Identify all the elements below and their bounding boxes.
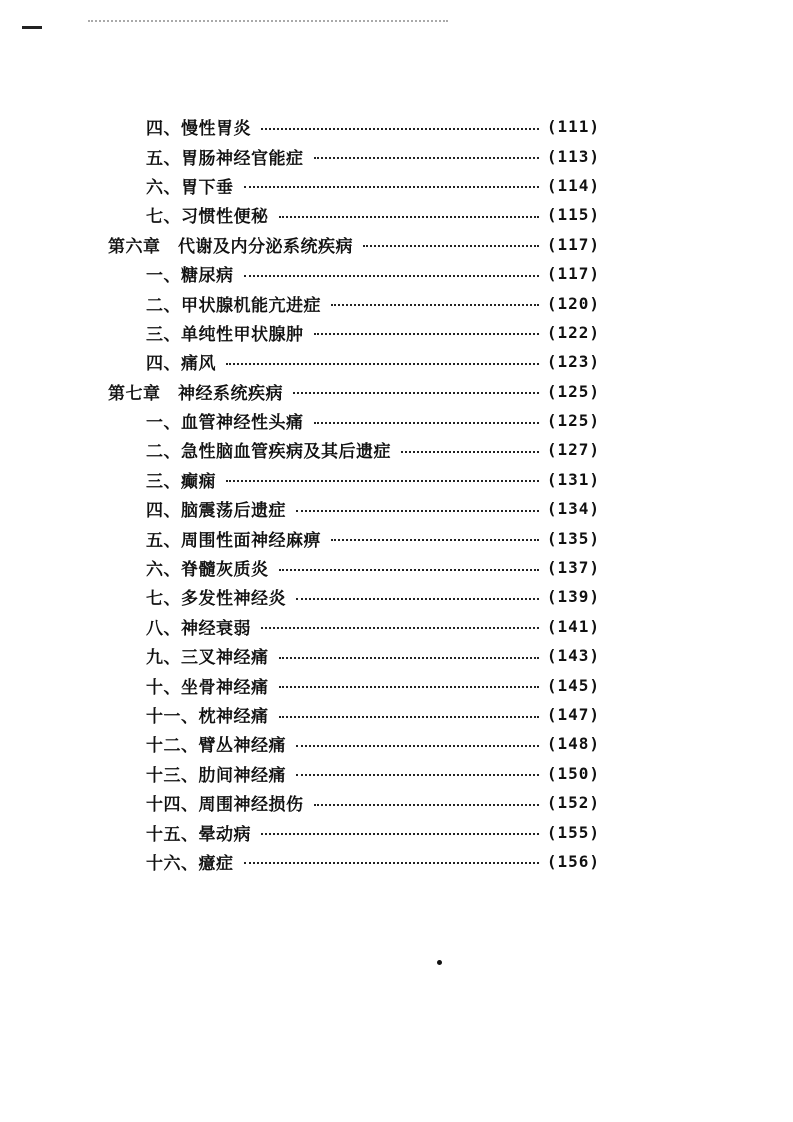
dot-leader xyxy=(279,216,539,218)
dot-leader xyxy=(279,569,539,571)
toc-entry-title: 六、脊髓灰质炎 xyxy=(146,560,269,581)
toc-entry[interactable] xyxy=(108,788,600,817)
toc-entry-page: (147) xyxy=(546,705,600,724)
dot-leader xyxy=(296,510,539,512)
toc-entry-page: (134) xyxy=(546,499,600,519)
toc-entry[interactable] xyxy=(108,141,600,170)
dot-leader xyxy=(314,422,539,424)
toc-entry-title: 十、坐骨神经痛 xyxy=(146,677,269,698)
table-of-contents xyxy=(108,112,600,876)
toc-chapter-entry[interactable] xyxy=(108,377,600,406)
toc-entry-title: 二、甲状腺机能亢进症 xyxy=(146,295,321,316)
toc-entry-page: (125) xyxy=(546,381,600,401)
toc-entry[interactable] xyxy=(108,347,600,376)
dot-leader xyxy=(314,804,539,806)
toc-entry[interactable] xyxy=(108,612,600,641)
toc-entry-title: 十三、肋间神经痛 xyxy=(146,765,286,786)
toc-entry-page: (113) xyxy=(546,146,600,166)
dot-leader xyxy=(244,275,539,277)
toc-entry-title: 十四、周围神经损伤 xyxy=(146,795,304,816)
toc-entry-title: 八、神经衰弱 xyxy=(146,618,251,639)
toc-chapter-entry[interactable] xyxy=(108,230,600,259)
dot-leader xyxy=(261,627,539,629)
toc-entry-title: 五、胃肠神经官能症 xyxy=(146,148,304,169)
dot-leader xyxy=(261,128,539,130)
toc-entry-page: (139) xyxy=(546,587,600,607)
toc-entry[interactable] xyxy=(108,171,600,200)
toc-entry[interactable] xyxy=(108,200,600,229)
dot-leader xyxy=(279,686,539,688)
dot-leader xyxy=(296,774,539,776)
dot-leader xyxy=(279,657,539,659)
toc-entry-page: (155) xyxy=(546,822,600,842)
dot-leader xyxy=(244,862,539,864)
dot-leader xyxy=(293,392,539,394)
toc-entry[interactable] xyxy=(108,553,600,582)
dot-leader xyxy=(363,245,539,247)
toc-entry[interactable] xyxy=(108,465,600,494)
toc-entry[interactable] xyxy=(108,759,600,788)
dot-leader xyxy=(226,480,539,482)
toc-entry[interactable] xyxy=(108,641,600,670)
toc-entry-title: 九、三叉神经痛 xyxy=(146,648,269,669)
toc-entry-page: (143) xyxy=(546,646,600,666)
toc-entry-page: (117) xyxy=(546,234,600,254)
toc-entry[interactable] xyxy=(108,112,600,141)
dot-leader xyxy=(314,333,539,335)
toc-entry[interactable] xyxy=(108,523,600,552)
toc-entry-page: (122) xyxy=(546,322,600,342)
toc-entry-title: 一、血管神经性头痛 xyxy=(146,413,304,434)
dot-leader xyxy=(244,186,539,188)
toc-entry[interactable] xyxy=(108,582,600,611)
toc-entry-title: 四、慢性胃炎 xyxy=(146,119,251,140)
toc-entry[interactable] xyxy=(108,700,600,729)
toc-entry-page: (115) xyxy=(546,205,600,225)
scan-artifact-dots xyxy=(88,20,448,24)
dot-leader xyxy=(401,451,539,453)
scan-speck xyxy=(437,960,442,965)
dot-leader xyxy=(314,157,539,159)
toc-entry-page: (150) xyxy=(546,763,600,783)
toc-entry[interactable] xyxy=(108,259,600,288)
toc-entry[interactable] xyxy=(108,670,600,699)
dot-leader xyxy=(331,539,539,541)
toc-entry-title: 四、脑震荡后遗症 xyxy=(146,501,286,522)
toc-entry-page: (131) xyxy=(546,469,600,489)
toc-entry-title: 三、单纯性甲状腺肿 xyxy=(146,324,304,345)
toc-entry-title: 十一、枕神经痛 xyxy=(146,707,269,727)
toc-entry-page: (125) xyxy=(546,411,600,431)
toc-entry[interactable] xyxy=(108,435,600,464)
toc-entry[interactable] xyxy=(108,494,600,523)
toc-entry-title: 二、急性脑血管疾病及其后遗症 xyxy=(146,442,391,463)
toc-entry-title: 十二、臂丛神经痛 xyxy=(146,736,286,757)
toc-entry-page: (156) xyxy=(546,851,600,871)
toc-entry[interactable] xyxy=(108,406,600,435)
toc-entry-title: 一、糖尿病 xyxy=(146,266,234,287)
toc-entry-title: 五、周围性面神经麻痹 xyxy=(146,530,321,551)
toc-entry-page: (148) xyxy=(546,734,600,754)
toc-entry[interactable] xyxy=(108,288,600,317)
toc-entry[interactable] xyxy=(108,318,600,347)
toc-entry-title: 七、多发性神经炎 xyxy=(146,589,286,610)
dot-leader xyxy=(296,598,539,600)
scan-artifact-line xyxy=(22,26,42,29)
toc-entry-page: (145) xyxy=(546,675,600,695)
dot-leader xyxy=(226,363,539,365)
toc-entry-page: (117) xyxy=(546,264,600,284)
toc-entry-page: (141) xyxy=(546,616,600,636)
toc-entry-title: 七、习惯性便秘 xyxy=(146,207,269,228)
dot-leader xyxy=(331,304,539,306)
toc-chapter-title: 第七章 神经系统疾病 xyxy=(108,383,283,404)
dot-leader xyxy=(261,833,539,835)
toc-entry-title: 十五、晕动病 xyxy=(146,824,251,845)
toc-entry-page: (111) xyxy=(546,117,600,137)
toc-entry-page: (135) xyxy=(546,528,600,548)
toc-entry-page: (120) xyxy=(546,293,600,313)
toc-entry[interactable] xyxy=(108,817,600,846)
toc-entry-page: (114) xyxy=(546,175,600,195)
toc-entry-title: 十六、癔症 xyxy=(146,853,234,874)
toc-entry-page: (123) xyxy=(546,352,600,372)
toc-entry[interactable] xyxy=(108,729,600,758)
toc-entry-title: 六、胃下垂 xyxy=(146,177,234,198)
toc-entry-page: (137) xyxy=(546,558,600,578)
toc-entry-page: (127) xyxy=(546,440,600,460)
toc-chapter-title: 第六章 代谢及内分泌系统疾病 xyxy=(108,236,353,257)
toc-entry-title: 四、痛风 xyxy=(146,354,216,375)
toc-entry-page: (152) xyxy=(546,793,600,813)
dot-leader xyxy=(279,716,539,718)
dot-leader xyxy=(296,745,539,747)
toc-entry[interactable] xyxy=(108,847,600,876)
toc-entry-title: 三、癫痫 xyxy=(146,471,216,492)
